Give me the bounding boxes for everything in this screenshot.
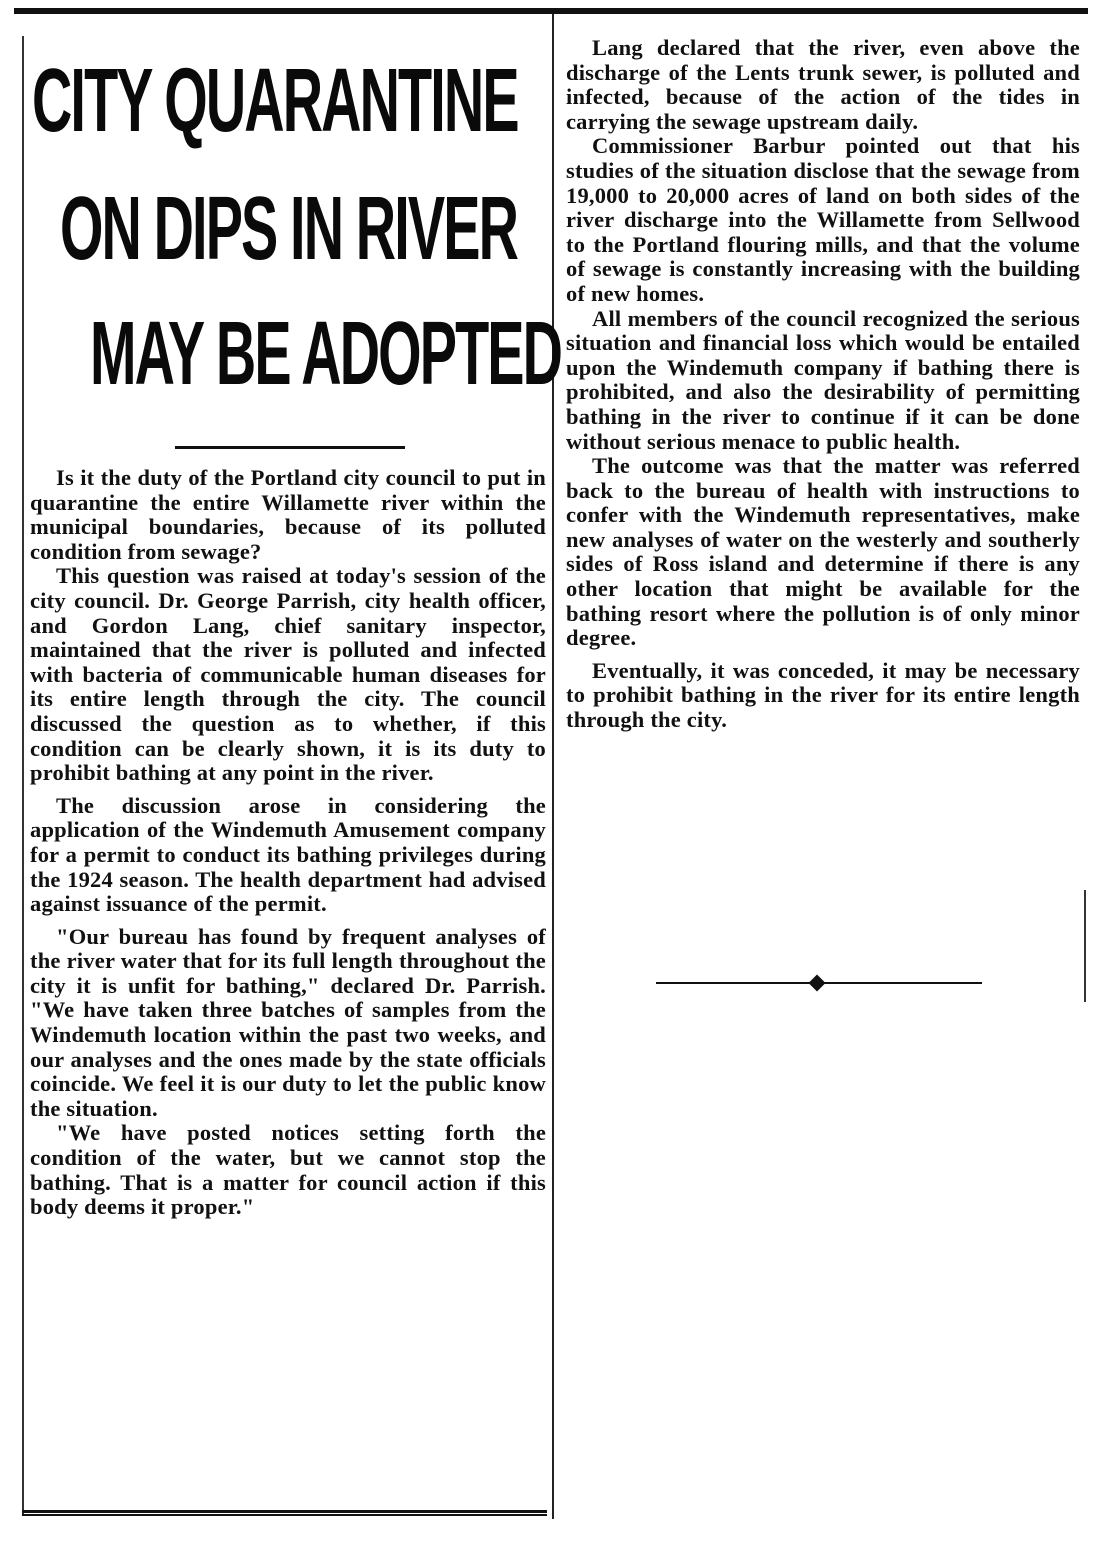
left-border-rule [22, 36, 24, 1516]
paragraph: The outcome was that the matter was referred back to the bureau of health with instructions to confer with the Windemuth representatives, make new analyses of water on the westerly and southerly sides of Ross island and determine if there is any other location that might be available for the bathing resort where the pollution is of only minor degree. [566, 453, 1080, 651]
paragraph: Eventually, it was conceded, it may be necessary to prohibit bathing in the river for its entire length through the city. [566, 657, 1080, 733]
paragraph: This question was raised at today's session of the city council. Dr. George Parrish, city health officer, and Gordon Lang, chief sanitary inspector, maintained that the river is polluted and infected with bacteria of communicable human diseases for its entire length through the city. The council discussed the question as to whether, if this condition can be clearly shown, it is its duty to prohibit bathing at any point in the river. [30, 563, 546, 786]
paragraph: "Our bureau has found by frequent analyses of the river water that for its full length throughout the city it is unfit for bathing," declared Dr. Parrish. "We have taken three batches of samples from the Windemuth location within the past two weeks, and our analyses and the ones made by the state officials coincide. We feel it is our duty to let the public know the situation. [30, 923, 546, 1121]
headline-line-3: MAY BE ADOPTED [90, 304, 562, 404]
article-body-right [566, 36, 1080, 733]
right-border-rule [1084, 890, 1086, 1002]
paragraph: Commissioner Barbur pointed out that his studies of the situation disclose that the sewage from 19,000 to 20,000 acres of land on both sides of the river discharge into the Willamette from Sellwood to the Portland flouring mills, and that the volume of sewage is constantly increasing with the building of new homes. [566, 133, 1080, 306]
paragraph: Is it the duty of the Portland city council to put in quarantine the entire Willamette river within the municipal boundaries, because of its polluted condition from sewage? [30, 465, 546, 564]
top-rule [14, 8, 1088, 14]
headline-line-2: ON DIPS IN RIVER [60, 179, 518, 279]
paragraph: Lang declared that the river, even above the discharge of the Lents trunk sewer, is polluted and infected, because of the action of the tides in carrying the sewage upstream daily. [566, 35, 1080, 134]
paragraph: The discussion arose in considering the application of the Windemuth Amusement company for a permit to conduct its bathing privileges during the 1924 season. The health department had advised against issuance of the permit. [30, 792, 546, 917]
headline-line-1: CITY QUARANTINE [32, 51, 518, 151]
paragraph: "We have posted notices setting forth the condition of the water, but we cannot stop the bathing. That is a matter for council action if this body deems it proper." [30, 1120, 546, 1220]
end-of-article-ornament [809, 975, 826, 992]
headline-rule [175, 446, 405, 449]
bottom-rule [22, 1510, 547, 1516]
column-divider [552, 14, 554, 1519]
paragraph: All members of the council recognized the serious situation and financial loss which would be entailed upon the Windemuth company if bathing there is prohibited, and also the desirability of permitting bathing in the river to continue if it can be done without serious menace to public health. [566, 305, 1080, 454]
article-body-left [30, 454, 546, 1220]
